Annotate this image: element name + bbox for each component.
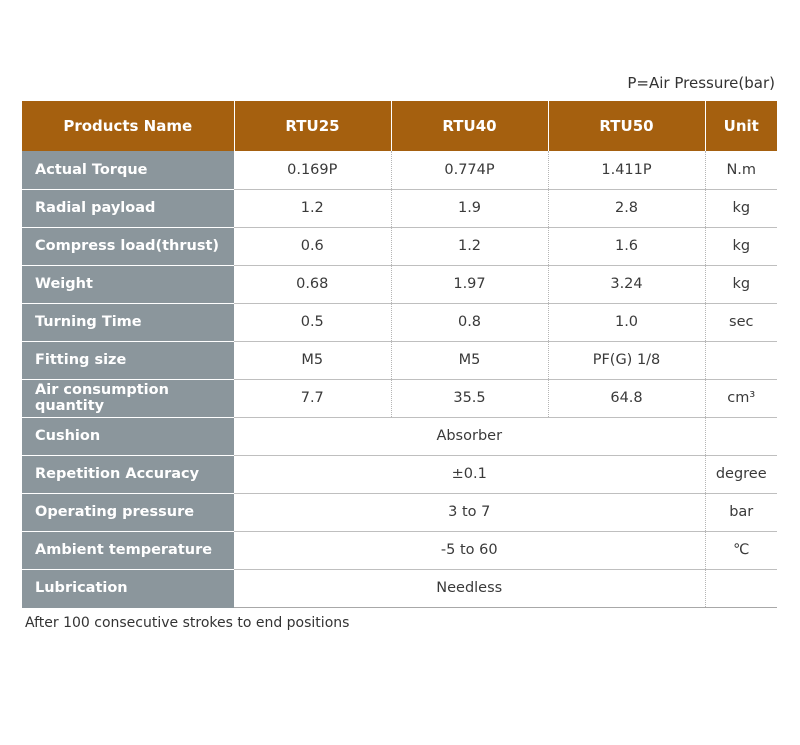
cell-value: M5: [391, 341, 548, 379]
header-products-name: Products Name: [22, 101, 234, 151]
cell-merged-value: ±0.1: [234, 455, 705, 493]
cell-value: 1.0: [548, 303, 705, 341]
spec-table: [22, 101, 777, 608]
cell-value: 0.774P: [391, 151, 548, 189]
row-label: Repetition Accuracy: [22, 455, 234, 493]
cell-unit: bar: [705, 493, 777, 531]
cell-value: 35.5: [391, 379, 548, 417]
row-label: Fitting size: [22, 341, 234, 379]
cell-unit: ℃: [705, 531, 777, 569]
footnote: After 100 consecutive strokes to end positions: [25, 615, 350, 631]
row-label: Weight: [22, 265, 234, 303]
header-unit: Unit: [705, 101, 777, 151]
cell-unit: kg: [705, 265, 777, 303]
cell-merged-value: Absorber: [234, 417, 705, 455]
cell-value: 1.411P: [548, 151, 705, 189]
row-label: Air consumption quantity: [22, 379, 234, 417]
cell-value: 1.2: [234, 189, 391, 227]
cell-merged-value: Needless: [234, 569, 705, 607]
row-label: Cushion: [22, 417, 234, 455]
table-row: [22, 493, 777, 531]
header-rtu50: RTU50: [548, 101, 705, 151]
cell-unit: N.m: [705, 151, 777, 189]
cell-unit: kg: [705, 227, 777, 265]
cell-value: 0.169P: [234, 151, 391, 189]
cell-value: 0.6: [234, 227, 391, 265]
row-label: Turning Time: [22, 303, 234, 341]
cell-unit: cm³: [705, 379, 777, 417]
cell-value: PF(G) 1/8: [548, 341, 705, 379]
table-row: [22, 265, 777, 303]
row-label: Ambient temperature: [22, 531, 234, 569]
cell-value: 0.68: [234, 265, 391, 303]
cell-unit: degree: [705, 455, 777, 493]
table-row: [22, 151, 777, 189]
row-label: Operating pressure: [22, 493, 234, 531]
cell-merged-value: 3 to 7: [234, 493, 705, 531]
pressure-note: P=Air Pressure(bar): [627, 74, 775, 92]
row-label: Actual Torque: [22, 151, 234, 189]
cell-value: 3.24: [548, 265, 705, 303]
table-row: [22, 341, 777, 379]
cell-value: M5: [234, 341, 391, 379]
cell-value: 1.2: [391, 227, 548, 265]
cell-unit: [705, 417, 777, 455]
cell-value: 7.7: [234, 379, 391, 417]
table-row: [22, 303, 777, 341]
cell-unit: kg: [705, 189, 777, 227]
table-row: [22, 227, 777, 265]
table-header-row: [22, 101, 777, 151]
cell-value: 0.8: [391, 303, 548, 341]
table-row: [22, 417, 777, 455]
cell-value: 1.9: [391, 189, 548, 227]
cell-value: 1.6: [548, 227, 705, 265]
table-row: [22, 531, 777, 569]
cell-value: 2.8: [548, 189, 705, 227]
table-row: [22, 455, 777, 493]
cell-merged-value: -5 to 60: [234, 531, 705, 569]
cell-unit: [705, 569, 777, 607]
row-label: Radial payload: [22, 189, 234, 227]
table-row: [22, 189, 777, 227]
table-row: [22, 569, 777, 607]
header-rtu40: RTU40: [391, 101, 548, 151]
table-row: [22, 379, 777, 417]
cell-unit: sec: [705, 303, 777, 341]
cell-value: 0.5: [234, 303, 391, 341]
header-rtu25: RTU25: [234, 101, 391, 151]
cell-unit: [705, 341, 777, 379]
cell-value: 64.8: [548, 379, 705, 417]
row-label: Compress load(thrust): [22, 227, 234, 265]
cell-value: 1.97: [391, 265, 548, 303]
row-label: Lubrication: [22, 569, 234, 607]
